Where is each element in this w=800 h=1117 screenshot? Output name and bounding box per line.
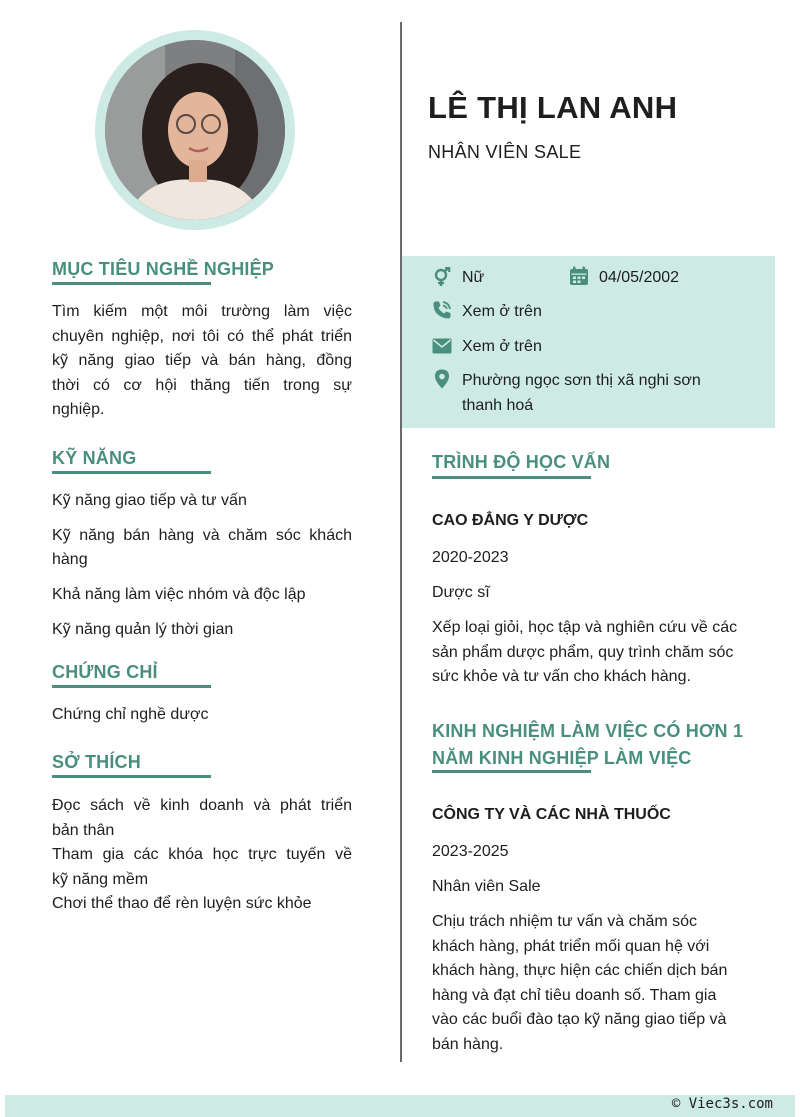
experience-role: Nhân viên Sale xyxy=(432,878,541,895)
skill-item: Kỹ năng giao tiếp và tư vấn xyxy=(52,492,247,509)
skill-item: Khả năng làm việc nhóm và độc lập xyxy=(52,586,306,603)
gender-value: Nữ xyxy=(462,269,485,286)
address-line: thanh hoá xyxy=(462,397,534,414)
phone-value: Xem ở trên xyxy=(462,303,542,320)
objective-line: Tìm kiếm một môi trường làm việc xyxy=(52,303,352,320)
skill-item: Kỹ năng quản lý thời gian xyxy=(52,621,234,638)
avatar xyxy=(105,40,285,220)
objective-line: kỹ năng giao tiếp và bán hàng, đồng xyxy=(52,352,352,369)
education-heading-rule xyxy=(432,476,591,479)
hobby-line: kỹ năng mềm xyxy=(52,870,149,888)
portrait-photo xyxy=(105,40,285,220)
candidate-position: NHÂN VIÊN SALE xyxy=(428,142,582,162)
objective-line: chuyên nghiệp, nơi tôi có thể phát triển xyxy=(52,327,352,345)
education-description xyxy=(432,616,762,690)
hobbies-heading: SỞ THÍCH xyxy=(52,752,141,772)
education-school: CAO ĐẲNG Y DƯỢC xyxy=(432,512,589,529)
certificates-heading: CHỨNG CHỈ xyxy=(52,662,158,682)
education-desc-line: Xếp loại giỏi, học tập và nghiên cứu về các xyxy=(432,619,738,636)
hobby-line: Đọc sách về kinh doanh và phát triển xyxy=(52,797,352,814)
location-pin-icon xyxy=(432,369,452,389)
experience-heading-line: KINH NGHIỆM LÀM VIỆC CÓ HƠN 1 xyxy=(432,721,744,741)
address-value xyxy=(462,368,701,418)
education-major: Dược sĩ xyxy=(432,584,490,601)
experience-desc-line: Chịu trách nhiệm tư vấn và chăm sóc xyxy=(432,913,698,930)
experience-heading-rule xyxy=(432,770,591,773)
skill-item: Kỹ năng bán hàng và chăm sóc khách xyxy=(52,527,352,544)
education-heading: TRÌNH ĐỘ HỌC VẤN xyxy=(432,452,611,472)
calendar-icon xyxy=(569,266,589,286)
objective-text xyxy=(52,300,352,423)
objective-heading: MỤC TIÊU NGHỀ NGHIỆP xyxy=(52,259,275,279)
experience-company: CÔNG TY VÀ CÁC NHÀ THUỐC xyxy=(432,806,671,823)
experience-heading-line: NĂM KINH NGHIỆP LÀM VIỆC xyxy=(432,748,692,768)
objective-line: nghiệp. xyxy=(52,401,105,418)
skills-heading: KỸ NĂNG xyxy=(52,448,137,468)
experience-desc-line: vào các buổi đào tạo kỹ năng giao tiếp và xyxy=(432,1011,727,1028)
experience-desc-line: bán hàng. xyxy=(432,1035,504,1053)
experience-description xyxy=(432,910,762,1057)
experience-desc-line: khách hàng, phát triển mối quan hệ với xyxy=(432,937,710,955)
email-value: Xem ở trên xyxy=(462,338,542,355)
experience-heading xyxy=(432,718,743,772)
email-icon xyxy=(432,336,452,356)
experience-desc-line: hàng và đạt chỉ tiêu doanh số. Tham gia xyxy=(432,986,717,1004)
candidate-name: LÊ THỊ LAN ANH xyxy=(428,90,678,125)
gender-icon xyxy=(432,267,452,287)
skills-heading-rule xyxy=(52,471,211,474)
experience-period: 2023-2025 xyxy=(432,843,509,860)
skill-item: hàng xyxy=(52,551,88,568)
hobbies-text xyxy=(52,794,352,917)
address-line: Phường ngọc sơn thị xã nghi sơn xyxy=(462,372,701,389)
phone-icon xyxy=(432,300,452,320)
objective-line: thời có cơ hội thăng tiến trong sự xyxy=(52,376,352,394)
certificate-item: Chứng chỉ nghề dược xyxy=(52,706,209,723)
hobbies-heading-rule xyxy=(52,775,211,778)
hobby-line: bản thân xyxy=(52,821,115,839)
column-divider xyxy=(400,22,402,1062)
footer-watermark: © Viec3s.com xyxy=(671,1096,773,1112)
hobby-line: Tham gia các khóa học trực tuyến về xyxy=(52,846,352,863)
education-desc-line: sức khỏe và tư vấn cho khách hàng. xyxy=(432,668,691,685)
certificates-heading-rule xyxy=(52,685,211,688)
education-desc-line: sản phẩm dược phẩm, quy trình chăm sóc xyxy=(432,643,734,661)
education-period: 2020-2023 xyxy=(432,549,509,566)
hobby-line: Chơi thể thao để rèn luyện sức khỏe xyxy=(52,895,312,912)
objective-heading-rule xyxy=(52,282,211,285)
birthdate-value: 04/05/2002 xyxy=(599,269,680,286)
experience-desc-line: khách hàng, thực hiện các chiến dịch bán xyxy=(432,962,728,979)
